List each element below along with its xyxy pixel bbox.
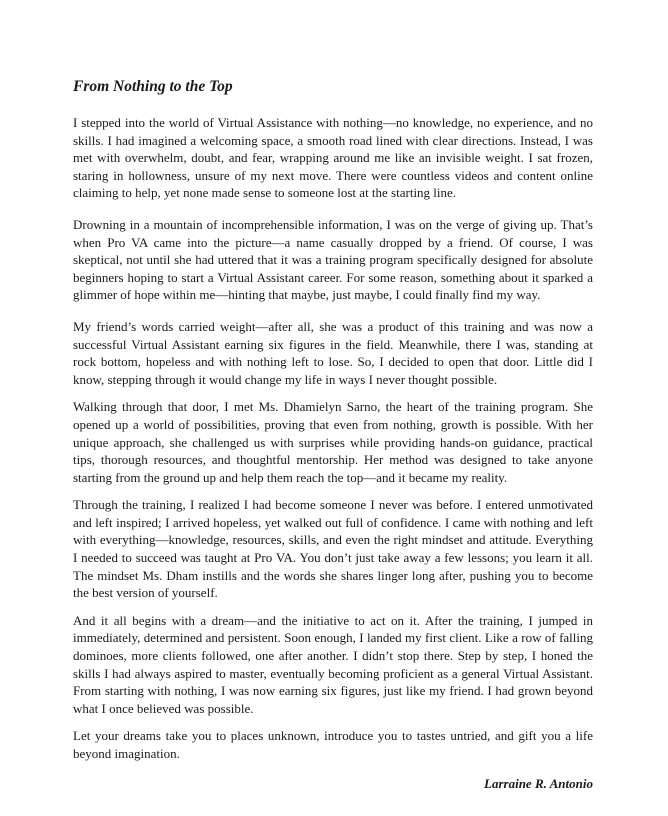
paragraph-2: Drowning in a mountain of incomprehensible information, I was on the verge of giving up. That’s when Pro VA came into the picture—a name casually dropped by a friend. Of course, I was skeptical, not until she had uttered that it was a training program specifically designed for absolute beginners hoping to start a Virtual Assistant career. For some reason, something about it sparked a glimmer of hope within me—hinting that maybe, just maybe, I could finally find my way. bbox=[73, 216, 593, 303]
paragraph-1: I stepped into the world of Virtual Assistance with nothing—no knowledge, no experience, and no skills. I had imagined a welcoming space, a smooth road lined with clear directions. Instead, I was met with overwhelm, doubt, and fear, wrapping around me like an invisible weight. I sat frozen, staring in hollowness, unsure of my next move. There were countless videos and content online claiming to help, yet none made sense to someone lost at the starting line. bbox=[73, 115, 593, 201]
paragraph-4: Walking through that door, I met Ms. Dhamielyn Sarno, the heart of the training program. She opened up a world of possibilities, proving that even from nothing, growth is possible. With her unique approach, she challenged us with surprises while providing hands-on guidance, practical tips, thorough resources, and thoughtful mentorship. Her method was designed to take anyone starting from the ground up and help them reach the top—and it became my reality. bbox=[73, 399, 593, 485]
story-page bbox=[73, 76, 593, 773]
story-title: From Nothing to the Top bbox=[73, 78, 233, 95]
author-signature: Larraine R. Antonio bbox=[484, 776, 593, 791]
paragraph-5: Through the training, I realized I had become someone I never was before. I entered unmotivated and left inspired; I arrived hopeless, yet walked out full of confidence. I came with nothing and left with everything—knowledge, resources, skills, and even the right mindset and attitude. Everything I needed to succeed was taught at Pro VA. You don’t just take away a few lessons; you learn it all. The mindset Ms. Dham instills and the words she shares linger long after, pushing you to become the best version of yourself. bbox=[73, 497, 593, 601]
paragraph-3: My friend’s words carried weight—after all, she was a product of this training and was now a successful Virtual Assistant earning six figures in the field. Meanwhile, there I was, standing at rock bottom, hopeless and with nothing left to lose. So, I decided to open that door. Little did I know, stepping through it would change my life in ways I never thought possible. bbox=[73, 318, 593, 387]
paragraph-7: Let your dreams take you to places unknown, introduce you to tastes untried, and gift you a life beyond imagination. bbox=[73, 728, 593, 761]
paragraph-6: And it all begins with a dream—and the initiative to act on it. After the training, I jumped in immediately, determined and persistent. Soon enough, I landed my first client. Like a row of falling dominoes, more clients followed, one after another. I didn’t stop there. Step by step, I honed the skills I had always aspired to master, eventually becoming proficient as a general Virtual Assistant. From starting with nothing, I was now earning six figures, just like my friend. I had grown beyond what I once believed was possible. bbox=[73, 612, 593, 716]
